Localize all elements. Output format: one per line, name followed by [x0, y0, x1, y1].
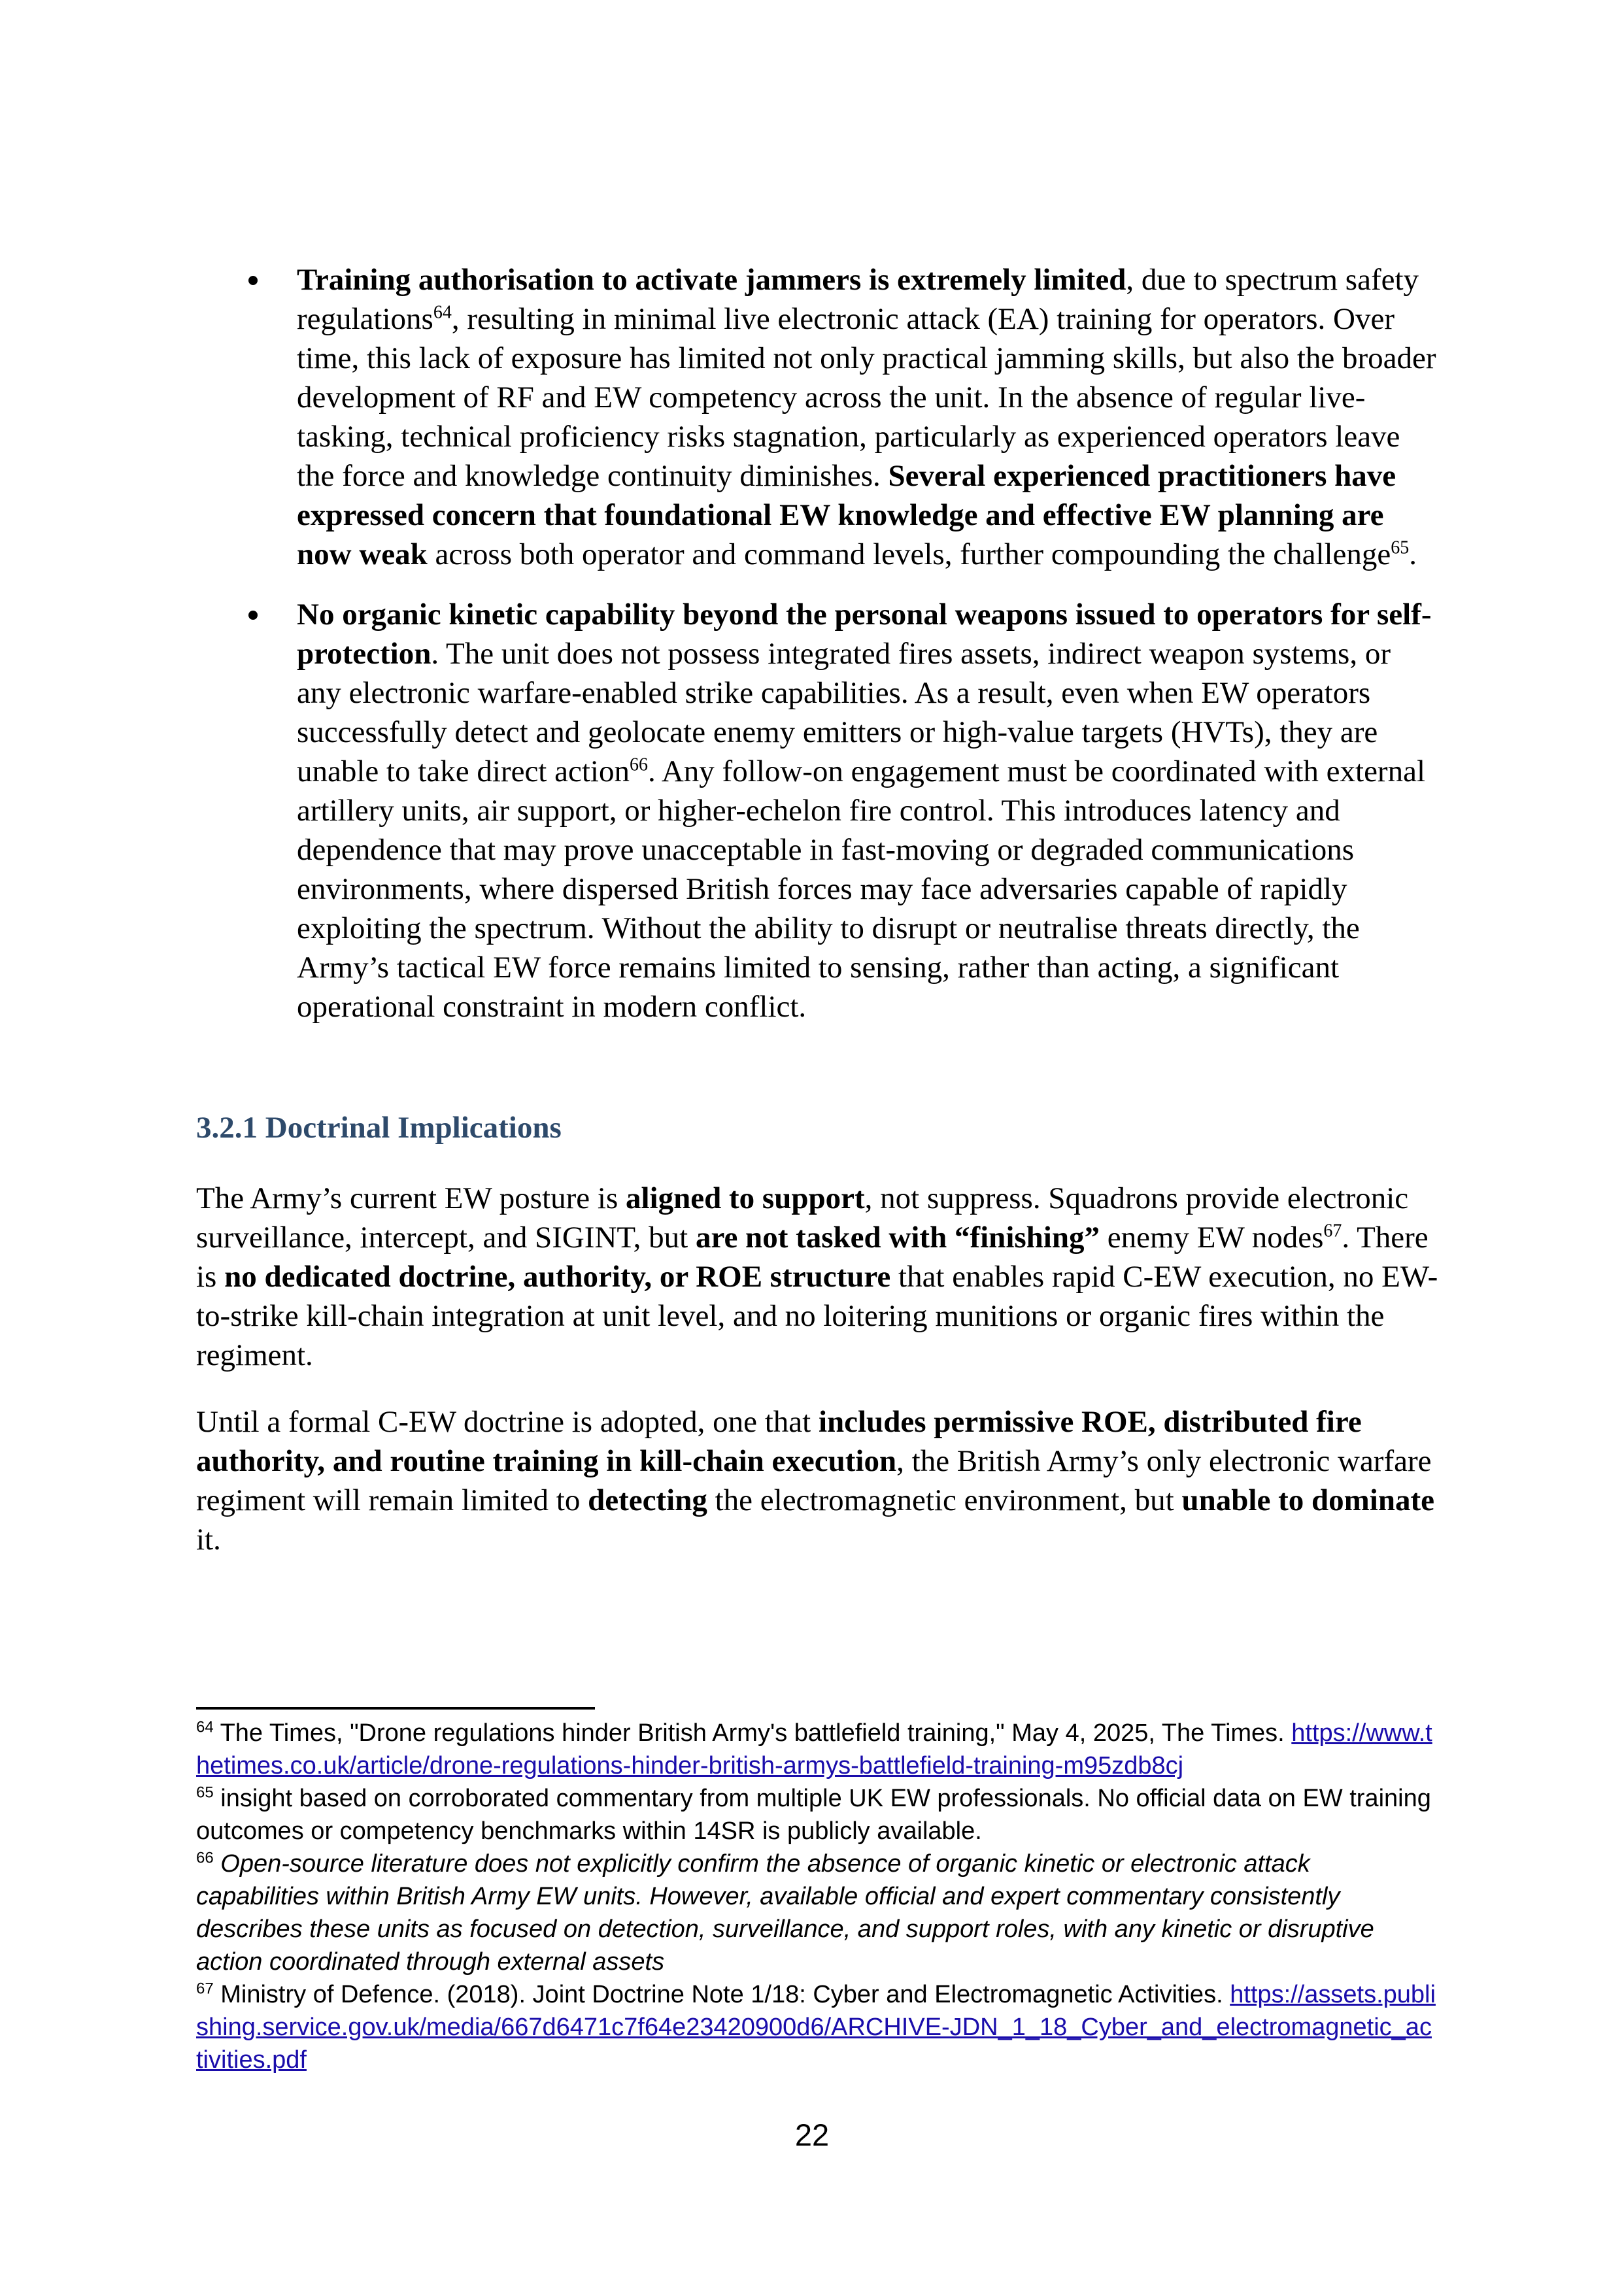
footnote-number: 67: [196, 1980, 214, 1998]
bold-text: Several experienced practitioners have expressed concern that foundational EW knowledge and effective EW planning are now weak: [297, 459, 1396, 571]
footnote-ref[interactable]: 65: [1391, 537, 1410, 558]
bold-text: No organic kinetic capability beyond the personal weapons issued to operators for self-protection: [297, 598, 1432, 671]
footnote-text: Open-source literature does not explicitly confirm the absence of organic kinetic or electronic attack capabilities within British Army EW units. However, available official and expert commentary consistently describes these units as focused on detection, surveillance, and support roles, with any kinetic or disruptive action coordinated through external assets: [196, 1850, 1374, 1976]
section-heading: 3.2.1 Doctrinal Implications: [196, 1111, 562, 1145]
body-text: , due to spectrum safety regulations: [297, 263, 1419, 336]
bold-text: no dedicated doctrine, authority, or ROE structure: [224, 1260, 891, 1294]
bullet-item-kinetic: [196, 595, 1438, 1026]
bullet-item-training: [196, 260, 1438, 574]
footnote-66: [196, 1847, 1438, 1978]
footnote-65: [196, 1782, 1438, 1847]
footnote-number: 64: [196, 1718, 214, 1736]
footnote-ref[interactable]: 66: [629, 754, 648, 775]
body-text: . The unit does not possess integrated fires assets, indirect weapon systems, or any electronic warfare-enabled strike capabilities. As a result, even when EW operators successfully detect and geolocate enemy emitters or high-value targets (HVTs), they are unable to take direct action: [297, 637, 1391, 788]
body-text: , not suppress. Squadrons provide electronic surveillance, intercept, and SIGINT, but: [196, 1181, 1409, 1255]
footnote-divider: [196, 1707, 595, 1710]
body-text: The Army’s current EW posture is: [196, 1181, 626, 1215]
bold-text: includes permissive ROE, distributed fire authority, and routine training in kill-chain execution: [196, 1405, 1362, 1478]
footnote-text: The Times, "Drone regulations hinder British Army's battlefield training," May 4, 2025, The Times.: [213, 1719, 1292, 1747]
footnote-number: 66: [196, 1849, 214, 1867]
footnote-64: [196, 1717, 1438, 1782]
bold-text: are not tasked with “finishing”: [695, 1221, 1100, 1255]
body-text: enemy EW nodes: [1100, 1221, 1324, 1255]
page-number: 22: [794, 2117, 830, 2152]
body-text: , the British Army’s only electronic warfare regiment will remain limited to: [196, 1444, 1432, 1517]
body-text: the electromagnetic environment, but: [707, 1483, 1182, 1517]
body-text: Until a formal C-EW doctrine is adopted, one that: [196, 1405, 819, 1439]
bullet-dot-icon: [248, 611, 258, 620]
bold-text: detecting: [588, 1483, 707, 1517]
body-text: that enables rapid C-EW execution, no EW-to-strike kill-chain integration at unit level, and no loitering munitions or organic fires within the regiment.: [196, 1260, 1438, 1372]
bullet-list: [196, 260, 1438, 1047]
bold-text: aligned to support: [626, 1181, 865, 1215]
bullet-dot-icon: [248, 276, 258, 285]
footnote-text: insight based on corroborated commentary from multiple UK EW professionals. No official data on EW training outcomes or competency benchmarks within 14SR is publicly available.: [196, 1785, 1431, 1845]
paragraph-posture: [196, 1179, 1438, 1375]
body-text: it.: [196, 1523, 221, 1557]
body-text: , resulting in minimal live electronic attack (EA) training for operators. Over time, this lack of exposure has limited not only practical jamming skills, but also the broader development of RF and EW competency across the unit. In the absence of regular live-tasking, technical proficiency risks stagnation, particularly as experienced operators leave the force and knowledge continuity diminishes.: [297, 302, 1436, 493]
footnote-ref[interactable]: 67: [1323, 1221, 1342, 1241]
bold-text: unable to dominate: [1181, 1483, 1434, 1517]
bold-text: Training authorisation to activate jammers is extremely limited: [297, 263, 1126, 297]
footnotes: [196, 1717, 1438, 2076]
footnote-link[interactable]: https://assets.publishing.service.gov.uk/media/667d6471c7f64e23420900d6/ARCHIVE-JDN_1_18_Cyber_and_electromagnetic_activities.pdf: [196, 1981, 1436, 2074]
body-text: . Any follow-on engagement must be coordinated with external artillery units, air support, or higher-echelon fire control. This introduces latency and dependence that may prove unacceptable in fast-moving or degraded communications environments, where dispersed British forces may face adversaries capable of rapidly exploiting the spectrum. Without the ability to disrupt or neutralise threats directly, the Army’s tactical EW force remains limited to sensing, rather than acting, a significant operational constraint in modern conflict.: [297, 754, 1425, 1024]
body-text: . There is: [196, 1221, 1429, 1294]
body-text: across both operator and command levels, further compounding the challenge: [427, 537, 1391, 571]
footnote-67: [196, 1978, 1438, 2076]
footnote-text: Ministry of Defence. (2018). Joint Doctrine Note 1/18: Cyber and Electromagnetic Activities.: [213, 1981, 1230, 2008]
footnote-number: 65: [196, 1783, 214, 1802]
body-text: .: [1409, 537, 1417, 571]
paragraph-doctrine: [196, 1402, 1438, 1559]
footnote-link[interactable]: https://www.thetimes.co.uk/article/drone-regulations-hinder-british-armys-battlefield-training-m95zdb8cj: [196, 1719, 1432, 1780]
footnote-ref[interactable]: 64: [433, 302, 452, 323]
